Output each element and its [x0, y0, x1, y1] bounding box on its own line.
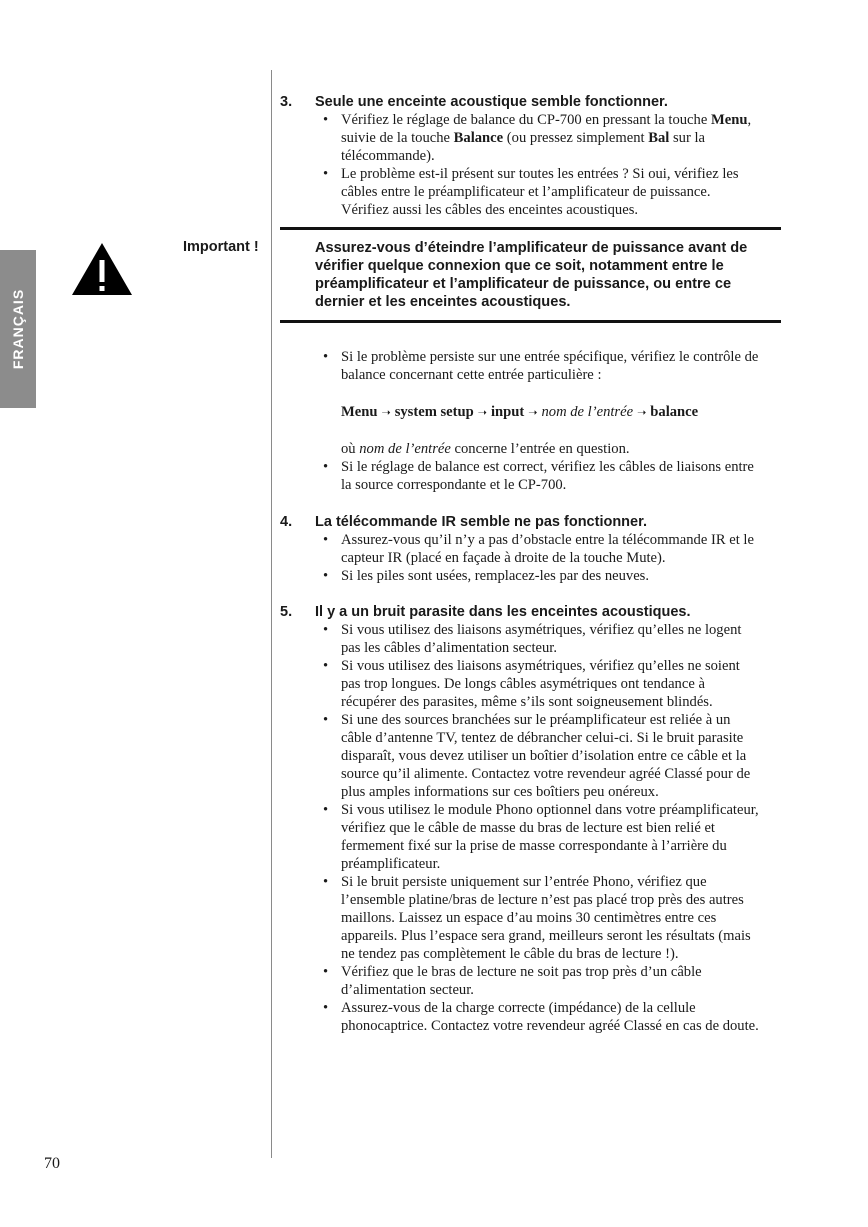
- important-label: Important !: [183, 239, 259, 255]
- list-item: • Le problème est-il présent sur toutes les entrées ? Si oui, vérifiez les câbles entre le préamplificateur et l’amplificateur de puissance. Vérifiez aussi les câbles des enceintes acoustiques.: [315, 165, 760, 219]
- list-item: • Si vous utilisez des liaisons asymétriques, vérifiez qu’elles ne soient pas trop longues. De longs câbles asymétriques ont tendance à récupérer des parasites, même s’ils sont soigneusement blindés.: [315, 657, 760, 711]
- section-4: [280, 513, 760, 585]
- section-4-heading: 4. La télécommande IR semble ne pas fonctionner.: [280, 514, 647, 530]
- section-3: [280, 93, 760, 219]
- list-item: • Si le problème persiste sur une entrée spécifique, vérifiez le contrôle de balance concernant cette entrée particulière :: [315, 348, 760, 384]
- arrow-icon: ➝: [477, 407, 487, 419]
- language-tab: [0, 250, 36, 408]
- arrow-icon: ➝: [637, 407, 647, 419]
- list-item: où nom de l’entrée concerne l’entrée en question.: [341, 441, 630, 457]
- arrow-icon: ➝: [528, 407, 538, 419]
- list-item: • Si le bruit persiste uniquement sur l’entrée Phono, vérifiez que l’ensemble platine/bras de lecture n’est pas placé trop près des autres maillons. Laissez un espace d’au moins 30 centimètres entre ces appareils. Plus l’espace sera grand, meilleurs seront les résultats (mais ne tendez pas complètement le câble du bras de lecture !).: [315, 873, 760, 963]
- menu-path: [341, 404, 698, 421]
- list-item: • Si vous utilisez des liaisons asymétriques, vérifiez qu’elles ne logent pas les câbles d’alimentation secteur.: [315, 621, 760, 657]
- column-divider: [271, 70, 272, 1158]
- warning-text: Assurez-vous d’éteindre l’amplificateur de puissance avant de vérifier quelque connexion que ce soit, notamment entre le préamplificateur et l’amplificateur de puissance, ou entre ce dernier et les enceintes acoustiques.: [315, 240, 748, 310]
- menu-path-input: input: [490, 404, 525, 420]
- section-3-continued: [280, 348, 760, 384]
- section-5: [280, 603, 760, 1035]
- section-3-heading: 3. Seule une enceinte acoustique semble fonctionner.: [280, 94, 668, 110]
- list-item: • Assurez-vous de la charge correcte (impédance) de la cellule phonocaptrice. Contactez votre revendeur agréé Classé en cas de doute.: [315, 999, 760, 1035]
- list-item: • Si le réglage de balance est correct, vérifiez les câbles de liaisons entre la source correspondante et le CP-700.: [315, 458, 760, 494]
- menu-path-balance: balance: [650, 404, 699, 420]
- warning-rule-bottom: [280, 320, 781, 323]
- list-item: • Assurez-vous qu’il n’y a pas d’obstacle entre la télécommande IR et le capteur IR (placé en façade à droite de la touche Mute).: [315, 531, 760, 567]
- list-item: • Si les piles sont usées, remplacez-les par des neuves.: [315, 567, 760, 585]
- section-3-tail: [280, 440, 760, 494]
- list-item: • Si une des sources branchées sur le préamplificateur est reliée à un câble d’antenne TV, tentez de débrancher celui-ci. Si le bruit parasite disparaît, vous devez utiliser un boîtier d’isolation entre ce câble et la source qu’il alimente. Contactez votre revendeur agréé Classé pour de plus amples informations sur ces boîtiers peu onéreux.: [315, 711, 760, 801]
- section-4-title: La télécommande IR semble ne pas fonctionner.: [315, 514, 647, 530]
- list-item: • Si vous utilisez le module Phono optionnel dans votre préamplificateur, vérifiez que le câble de masse du bras de lecture est bien relié et fermement fixé sur la prise de masse correspondante à l’arrière du préamplificateur.: [315, 801, 760, 873]
- language-tab-label: FRANÇAIS: [10, 288, 26, 370]
- page-number: 70: [44, 1155, 60, 1172]
- menu-path-menu: Menu: [341, 404, 378, 420]
- section-5-title: Il y a un bruit parasite dans les enceintes acoustiques.: [315, 604, 691, 620]
- menu-path-input-name: nom de l’entrée: [541, 404, 634, 420]
- warning-rule-top: [280, 227, 781, 230]
- section-5-heading: 5. Il y a un bruit parasite dans les enceintes acoustiques.: [280, 604, 691, 620]
- section-3-title: Seule une enceinte acoustique semble fonctionner.: [315, 94, 668, 110]
- list-item: • Vérifiez le réglage de balance du CP-700 en pressant la touche Menu, suivie de la touche Balance (ou pressez simplement Bal sur la télécommande).: [315, 111, 760, 165]
- arrow-icon: ➝: [381, 407, 391, 419]
- warning-triangle-icon: [70, 241, 134, 297]
- section-3-bullets: [280, 111, 760, 219]
- menu-path-system-setup: system setup: [394, 404, 474, 420]
- list-item: • Vérifiez que le bras de lecture ne soit pas trop près d’un câble d’alimentation secteur.: [315, 963, 760, 999]
